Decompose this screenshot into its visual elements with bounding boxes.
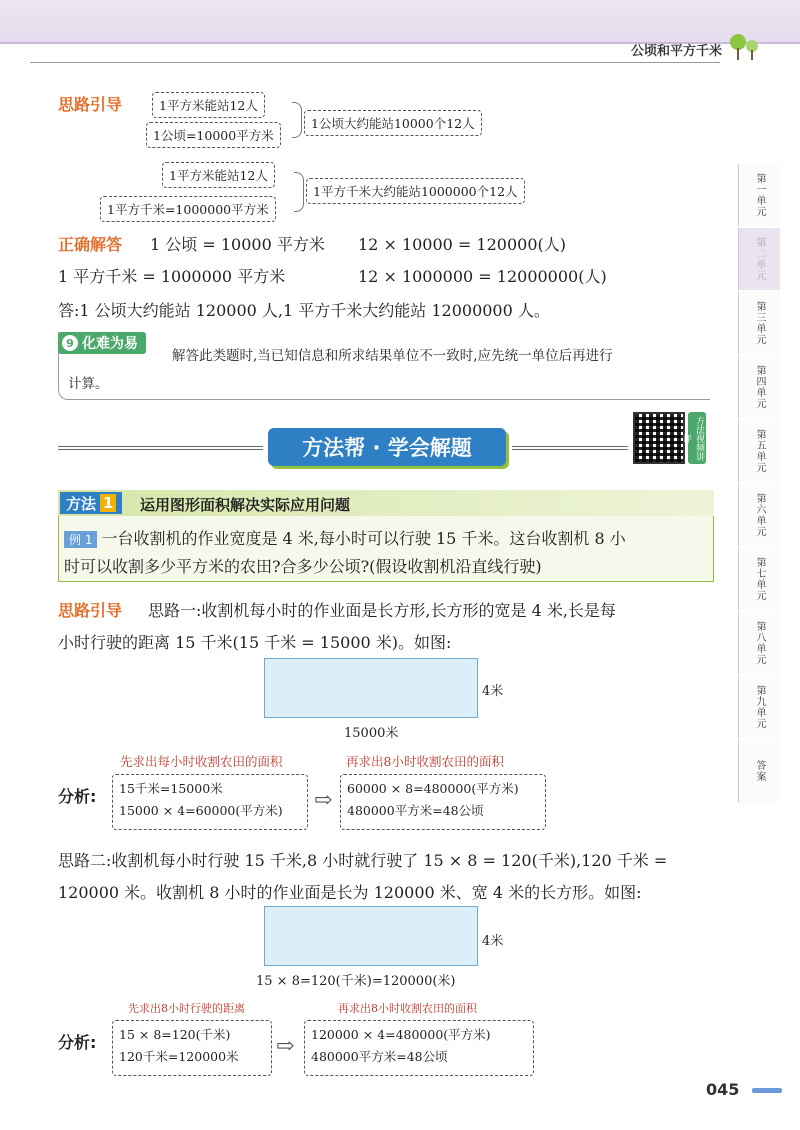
tip-box — [58, 332, 710, 400]
arrow-right-icon: ⇨ — [314, 788, 333, 813]
tip-number: 9 — [62, 335, 78, 351]
annotation: 再求出8小时收割农田的面积 — [346, 754, 504, 769]
hint-box: 1平方米能站12人 — [162, 162, 275, 188]
answer-line: 12 × 10000 = 120000(人) — [358, 235, 566, 254]
analysis-step: 15000 × 4=60000(平方米) — [119, 803, 283, 818]
method-tag-label: 方法 — [66, 494, 97, 513]
tab-unit-2[interactable]: 第二单元 — [738, 228, 780, 290]
analysis-box — [340, 774, 546, 830]
analysis-step: 15千米=15000米 — [119, 781, 223, 796]
rect-length-label: 15 × 8=120(千米)=120000(米) — [256, 974, 456, 989]
analysis-step: 480000平方米=48公顷 — [347, 803, 484, 818]
tab-unit-7[interactable]: 第七单元 — [738, 548, 780, 610]
tree-icon — [726, 28, 762, 64]
approach-text: 小时行驶的距离 15 千米(15 千米 = 15000 米)。如图: — [58, 633, 452, 652]
tab-unit-8[interactable]: 第八单元 — [738, 612, 780, 674]
brace — [292, 102, 302, 138]
analysis-step: 60000 × 8=480000(平方米) — [347, 781, 519, 796]
hint-box: 1公顷大约能站10000个12人 — [304, 110, 482, 136]
analysis-box — [112, 1020, 272, 1076]
example-tag: 例 1 — [64, 531, 97, 548]
approach-text: 思路二:收割机每小时行驶 15 千米,8 小时就行驶了 15 × 8 = 120(千米),120 千米 = — [58, 851, 668, 870]
tab-unit-4[interactable]: 第四单元 — [738, 356, 780, 418]
tab-unit-9[interactable]: 第九单元 — [738, 676, 780, 738]
answer-line: 1 公顷 = 10000 平方米 — [150, 235, 325, 254]
analysis-box — [112, 774, 308, 830]
tab-unit-3[interactable]: 第三单元 — [738, 292, 780, 354]
method-title: 运用图形面积解决实际应用问题 — [140, 496, 351, 514]
field-rectangle — [264, 658, 478, 718]
analysis-label: 分析: — [58, 1033, 97, 1052]
question-line: 时可以收割多少平方米的农田?合多少公顷?(假设收割机沿直线行驶) — [64, 557, 542, 576]
analysis-step: 15 × 8=120(千米) — [119, 1027, 231, 1042]
rect-length-label: 15000米 — [344, 726, 399, 741]
section-banner: 方法帮 · 学会解题 — [268, 428, 506, 466]
tab-unit-6[interactable]: 第六单元 — [738, 484, 780, 546]
tip-title: 化难为易 — [82, 336, 138, 352]
tip-badge — [58, 332, 146, 354]
hint-box: 1公顷=10000平方米 — [146, 122, 281, 148]
tip-text: 计算。 — [68, 376, 109, 392]
method-tag — [60, 492, 122, 514]
question-line — [64, 526, 626, 549]
hint-label: 思路引导 — [58, 601, 123, 620]
annotation: 先求出每小时收割农田的面积 — [120, 754, 283, 769]
qr-code-icon[interactable] — [633, 412, 685, 464]
analysis-label: 分析: — [58, 787, 97, 806]
tip-text: 解答此类题时,当已知信息和所求结果单位不一致时,应先统一单位后再进行 — [172, 348, 613, 364]
banner-rule-left — [58, 446, 263, 450]
tab-answers[interactable]: 答案 — [738, 740, 780, 802]
arrow-right-icon: ⇨ — [276, 1034, 295, 1059]
answer-line: 12 × 1000000 = 12000000(人) — [358, 267, 607, 286]
top-banner — [0, 0, 800, 44]
tab-unit-1[interactable]: 第一单元 — [738, 164, 780, 226]
hint-label: 思路引导 — [58, 95, 123, 114]
question-text: 一台收割机的作业宽度是 4 米,每小时可以行驶 15 千米。这台收割机 8 小 — [101, 529, 626, 548]
annotation: 再求出8小时收割农田的面积 — [338, 1002, 477, 1015]
approach-text: 120000 米。收割机 8 小时的作业面是长为 120000 米、宽 4 米的长方形。如图: — [58, 883, 642, 902]
annotation: 先求出8小时行驶的距离 — [128, 1002, 245, 1015]
chapter-title: 公顷和平方千米 — [630, 44, 722, 59]
rect-width-label: 4米 — [482, 684, 504, 699]
answer-label: 正确解答 — [58, 235, 123, 254]
answer-final: 答:1 公顷大约能站 120000 人,1 平方千米大约能站 12000000 人。 — [58, 301, 550, 320]
header-rule — [30, 62, 720, 63]
analysis-step: 120千米=120000米 — [119, 1049, 239, 1064]
approach-text: 思路一:收割机每小时的作业面是长方形,长方形的宽是 4 米,长是每 — [148, 601, 616, 620]
answer-line: 1 平方千米 = 1000000 平方米 — [58, 267, 286, 286]
hint-box: 1平方千米大约能站1000000个12人 — [306, 178, 525, 204]
method-number: 1 — [100, 494, 116, 512]
banner-rule-right — [512, 446, 628, 450]
qr-tag: 方法视频讲评 — [688, 412, 706, 464]
tab-unit-5[interactable]: 第五单元 — [738, 420, 780, 482]
hint-box: 1平方米能站12人 — [152, 92, 265, 118]
page-number: 045 — [706, 1080, 740, 1099]
hint-box: 1平方千米=1000000平方米 — [100, 196, 276, 222]
brace — [294, 172, 304, 212]
unit-tabs — [738, 164, 780, 804]
rect-width-label: 4米 — [482, 934, 504, 949]
analysis-step: 480000平方米=48公顷 — [311, 1049, 448, 1064]
page-bar — [752, 1088, 782, 1093]
analysis-box — [304, 1020, 534, 1076]
analysis-step: 120000 × 4=480000(平方米) — [311, 1027, 491, 1042]
field-rectangle — [264, 906, 478, 966]
